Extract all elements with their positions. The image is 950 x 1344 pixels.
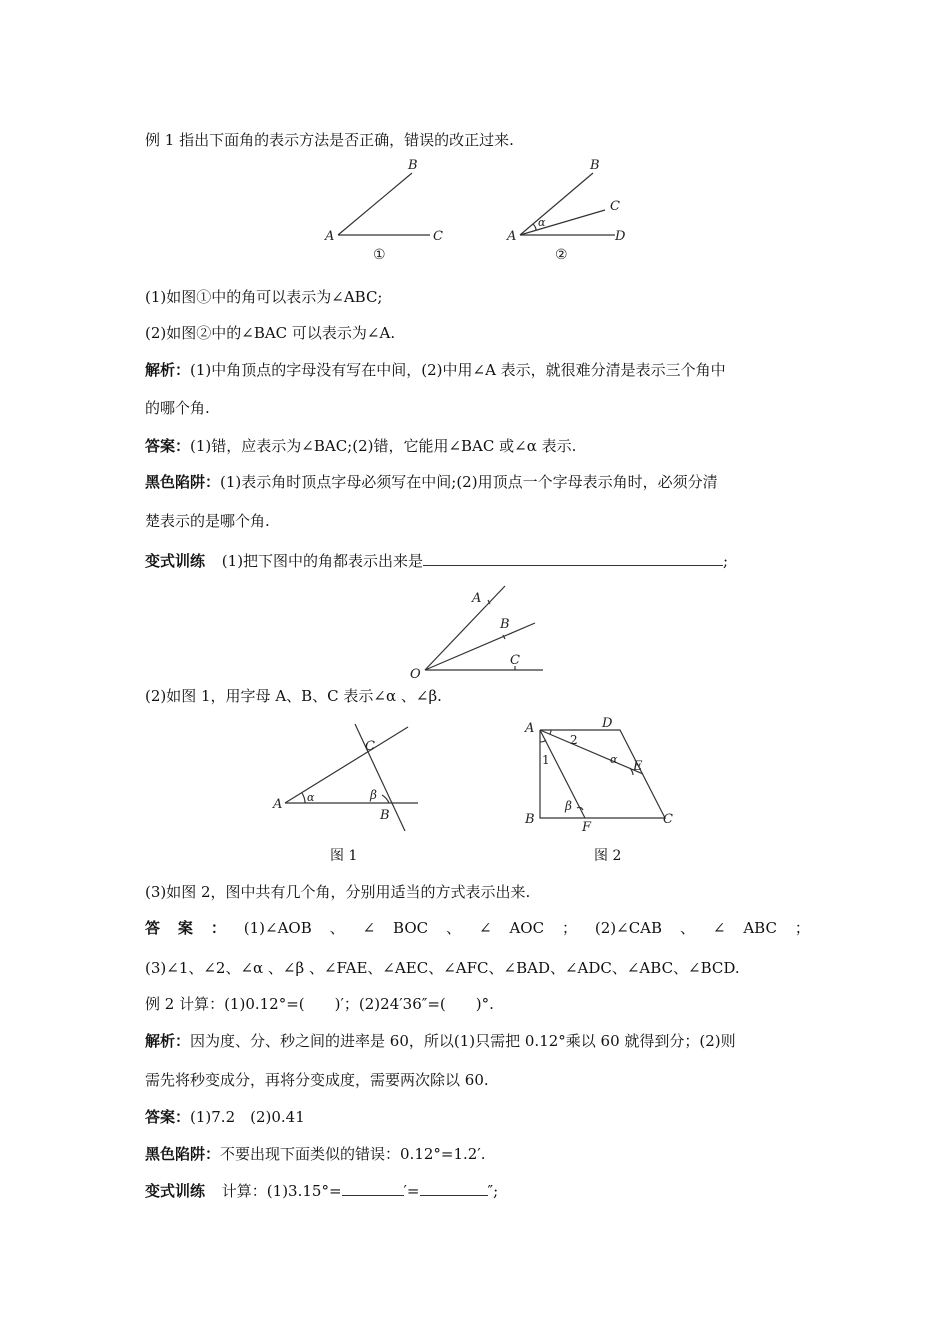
figure-number-1: ① (373, 247, 386, 263)
trap-line-2: 楚表示的是哪个角. (145, 512, 270, 530)
variant-label: 变式训练 (145, 1182, 206, 1200)
ans-token: ； (561, 919, 577, 937)
label-b: B (590, 158, 600, 173)
ans-token: 、 (679, 919, 695, 937)
answer-text: (1)错，应表示为∠BAC;(2)错，它能用∠BAC 或∠α 表示. (190, 437, 577, 455)
label-a: A (273, 797, 283, 812)
variant2-text-b: ′= (403, 1182, 420, 1200)
analysis-line-1 (145, 360, 726, 380)
alpha-arc (302, 793, 305, 803)
minutes-blank[interactable] (342, 1180, 404, 1196)
analysis-label: 解析： (145, 1032, 191, 1050)
variant1-answer-line-1 (145, 918, 810, 938)
question-1: (1)如图①中的角可以表示为∠ABC; (145, 288, 383, 306)
ans-token: (2)∠CAB (594, 919, 663, 937)
ex2-analysis-line-2: 需先将秒变成分，再将分变成度，需要两次除以 60. (145, 1071, 489, 1089)
answer-label: 答案： (145, 437, 191, 455)
label-c: C (663, 812, 673, 827)
angle-1-arc (540, 740, 546, 742)
variant-label: 变式训练 (145, 552, 206, 570)
ex2-answer-line (145, 1107, 305, 1127)
ans-token: 案 (177, 919, 193, 937)
variant1-q2: (2)如图 1，用字母 A、B、C 表示∠α 、∠β. (145, 687, 442, 705)
ex2-analysis-line-1 (145, 1031, 736, 1051)
label-o: O (410, 667, 421, 682)
trap-text: (1)表示角时顶点字母必须写在中间;(2)用顶点一个字母表示角时，必须分清 (220, 473, 718, 491)
ans-token: (1)∠AOB (243, 919, 312, 937)
label-alpha: α (307, 791, 315, 804)
answer-blank[interactable] (423, 550, 723, 566)
label-a: A (325, 229, 335, 244)
label-c: C (610, 199, 620, 214)
label-b: B (408, 158, 418, 173)
label-c: C (510, 653, 520, 668)
ans-token: ： (210, 919, 226, 937)
label-f: F (582, 820, 592, 835)
ans-token: AOC (509, 919, 545, 937)
label-b: B (380, 808, 390, 823)
trap-label: 黑色陷阱： (145, 473, 221, 491)
caption-figure-1: 图 1 (330, 848, 358, 864)
ans-token: 、 (446, 919, 462, 937)
label-beta: β (565, 799, 572, 813)
figure-1 (320, 155, 450, 265)
question-2: (2)如图②中的∠BAC 可以表示为∠A. (145, 324, 396, 342)
variant2-line (145, 1180, 498, 1201)
figure-tu2 (520, 713, 685, 833)
label-a: A (472, 591, 482, 606)
ans-token: BOC (393, 919, 429, 937)
figure-2 (505, 155, 635, 265)
trapezoid-abcd (540, 730, 665, 818)
ans-token: ∠ (362, 919, 376, 937)
answer-line (145, 436, 576, 456)
ans-token: 、 (329, 919, 345, 937)
example1-title: 例 1 指出下面角的表示方法是否正确，错误的改正过来. (145, 131, 514, 149)
variant1-answer-line-2: (3)∠1、∠2、∠α 、∠β 、∠FAE、∠AEC、∠AFC、∠BAD、∠ADC、∠ABC、∠BCD. (145, 959, 740, 977)
answer-label: 答案： (145, 1108, 191, 1126)
ans-token: ∠ (712, 919, 726, 937)
ans-token: 答 (145, 919, 161, 937)
label-alpha: α (538, 216, 546, 229)
example2-title: 例 2 计算：(1)0.12°=( )′；(2)24′36″=( )°. (145, 995, 494, 1013)
ray-ab (338, 173, 412, 235)
variant1-q3: (3)如图 2，图中共有几个角，分别用适当的方式表示出来. (145, 883, 531, 901)
label-a: A (525, 721, 535, 736)
label-c: C (365, 739, 375, 754)
label-d: D (602, 716, 613, 731)
line-ac (285, 727, 408, 803)
label-1: 1 (542, 753, 550, 767)
ans-token: ABC (743, 919, 777, 937)
ans-token: ； (794, 919, 810, 937)
variant1-q1-text: (1)把下图中的角都表示出来是 (221, 552, 424, 570)
trap-label: 黑色陷阱： (145, 1145, 221, 1163)
ray-ac (520, 210, 605, 235)
variant1-q1 (145, 550, 728, 571)
ex2-trap-line (145, 1144, 486, 1164)
label-beta: β (370, 788, 377, 802)
label-e: E (633, 759, 643, 774)
variant2-text-a: 计算：(1)3.15°= (221, 1182, 342, 1200)
label-d: D (615, 229, 626, 244)
figure-aob (405, 580, 550, 680)
label-b: B (525, 812, 535, 827)
label-a: A (507, 229, 517, 244)
line-ae (540, 730, 643, 774)
label-c: C (433, 229, 443, 244)
analysis-line-2: 的哪个角. (145, 399, 210, 417)
label-b: B (500, 617, 510, 632)
beta-arc (382, 795, 389, 803)
ray-oa (425, 586, 505, 670)
label-alpha: α (610, 753, 618, 766)
trap-text: 不要出现下面类似的错误：0.12°=1.2′. (220, 1145, 486, 1163)
caption-figure-2: 图 2 (594, 848, 622, 864)
figure-number-2: ② (555, 247, 568, 263)
seconds-blank[interactable] (420, 1180, 488, 1196)
trap-line-1 (145, 472, 718, 492)
alpha-arc (533, 224, 536, 230)
analysis-label: 解析： (145, 361, 191, 379)
analysis-text: 因为度、分、秒之间的进率是 60，所以(1)只需把 0.12°乘以 60 就得到分；(2)则 (190, 1032, 736, 1050)
semicolon: ; (723, 552, 729, 570)
ray-ab (520, 173, 593, 235)
line-af (540, 730, 585, 818)
answer-text: (1)7.2 (2)0.41 (190, 1108, 305, 1126)
ans-token: ∠ (478, 919, 492, 937)
figure-tu1 (270, 720, 430, 835)
label-2: 2 (570, 733, 578, 747)
variant2-text-c: ″; (487, 1182, 499, 1200)
analysis-text: (1)中角顶点的字母没有写在中间，(2)中用∠A 表示，就很难分清是表示三个角中 (190, 361, 726, 379)
